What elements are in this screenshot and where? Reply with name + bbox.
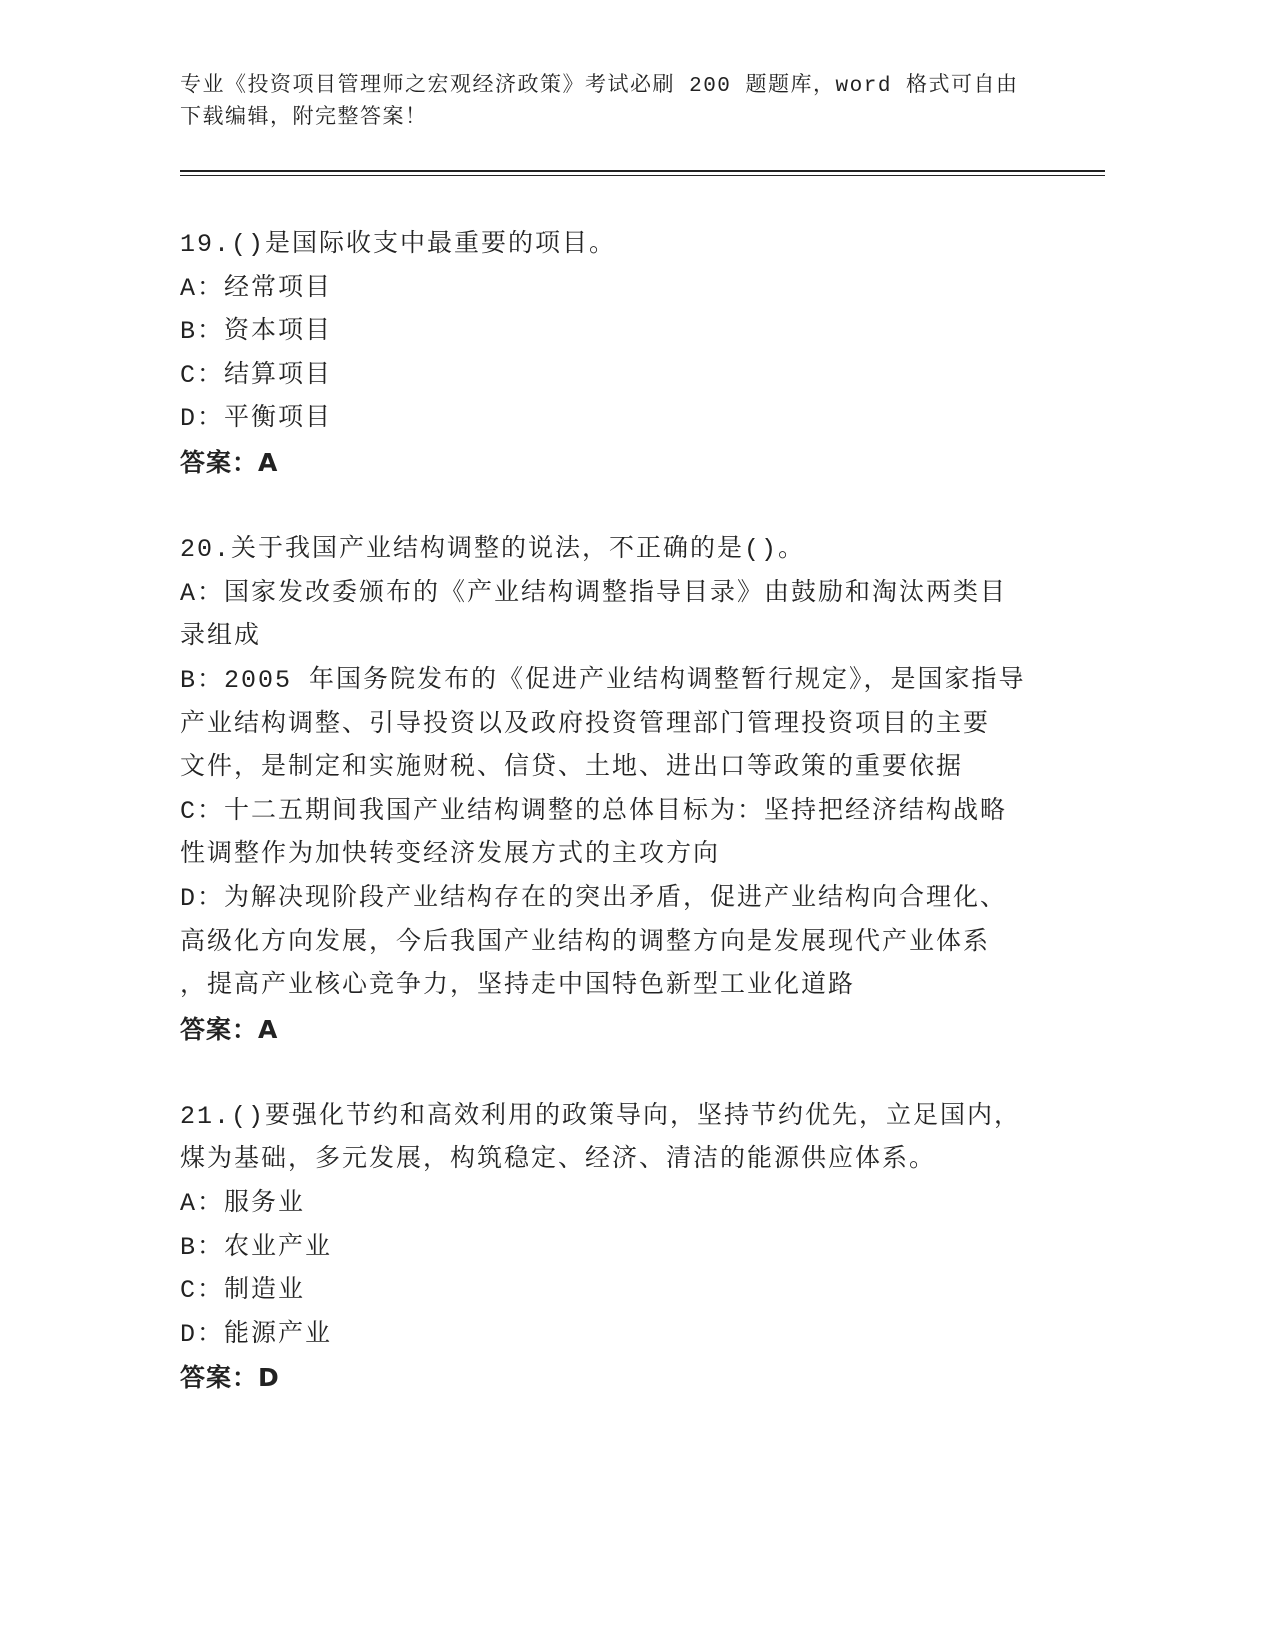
- option-c: [180, 790, 1120, 877]
- option-c-line: C：十二五期间我国产业结构调整的总体目标为：坚持把经济结构战略: [180, 796, 1008, 826]
- question-19: [180, 223, 1120, 485]
- header-line: 下载编辑，附完整答案！: [180, 107, 428, 130]
- option-d: [180, 877, 1120, 1008]
- option-b: [180, 659, 1120, 790]
- question-stem: 20.关于我国产业结构调整的说法，不正确的是()。: [180, 535, 806, 565]
- option-b-line: 产业结构调整、引导投资以及政府投资管理部门管理投资项目的主要: [180, 709, 991, 739]
- question-20: [180, 528, 1120, 1051]
- option-a-line: 录组成: [180, 622, 262, 652]
- option-a: A：经常项目: [180, 273, 333, 303]
- document-header: [180, 71, 1080, 135]
- option-d-line: ，提高产业核心竞争力，坚持走中国特色新型工业化道路: [180, 971, 856, 1001]
- option-d: D：平衡项目: [180, 404, 333, 434]
- option-a: [180, 572, 1120, 659]
- option-d: D：能源产业: [180, 1319, 333, 1349]
- option-a-line: A：国家发改委颁布的《产业结构调整指导目录》由鼓励和淘汰两类目: [180, 578, 1008, 608]
- header-line: 专业《投资项目管理师之宏观经济政策》考试必刷 200 题题库，word 格式可自由: [180, 75, 1019, 98]
- option-b-line: 文件，是制定和实施财税、信贷、土地、进出口等政策的重要依据: [180, 753, 964, 783]
- option-b: B：农业产业: [180, 1232, 333, 1262]
- option-d-line: 高级化方向发展，今后我国产业结构的调整方向是发展现代产业体系: [180, 927, 991, 957]
- question-stem: 19.()是国际收支中最重要的项目。: [180, 230, 617, 259]
- question-stem: 煤为基础，多元发展，构筑稳定、经济、清洁的能源供应体系。: [180, 1145, 937, 1175]
- answer-line: 答案：A: [180, 1014, 279, 1044]
- option-d-line: D：为解决现阶段产业结构存在的突出矛盾，促进产业结构向合理化、: [180, 883, 1008, 913]
- option-c: C：结算项目: [180, 360, 333, 390]
- question-21: [180, 1095, 1120, 1400]
- option-c: C：制造业: [180, 1276, 306, 1306]
- answer-line: 答案：A: [180, 447, 279, 477]
- question-list: [180, 223, 1120, 1444]
- option-b-line: B：2005 年国务院发布的《促进产业结构调整暂行规定》，是国家指导: [180, 665, 1026, 695]
- option-a: A：服务业: [180, 1189, 306, 1219]
- answer-line: 答案：D: [180, 1363, 280, 1393]
- option-b: B：资本项目: [180, 317, 333, 347]
- question-stem: 21.()要强化节约和高效利用的政策导向，坚持节约优先，立足国内，: [180, 1101, 1022, 1131]
- option-c-line: 性调整作为加快转变经济发展方式的主攻方向: [180, 840, 721, 870]
- header-divider: [180, 170, 1105, 176]
